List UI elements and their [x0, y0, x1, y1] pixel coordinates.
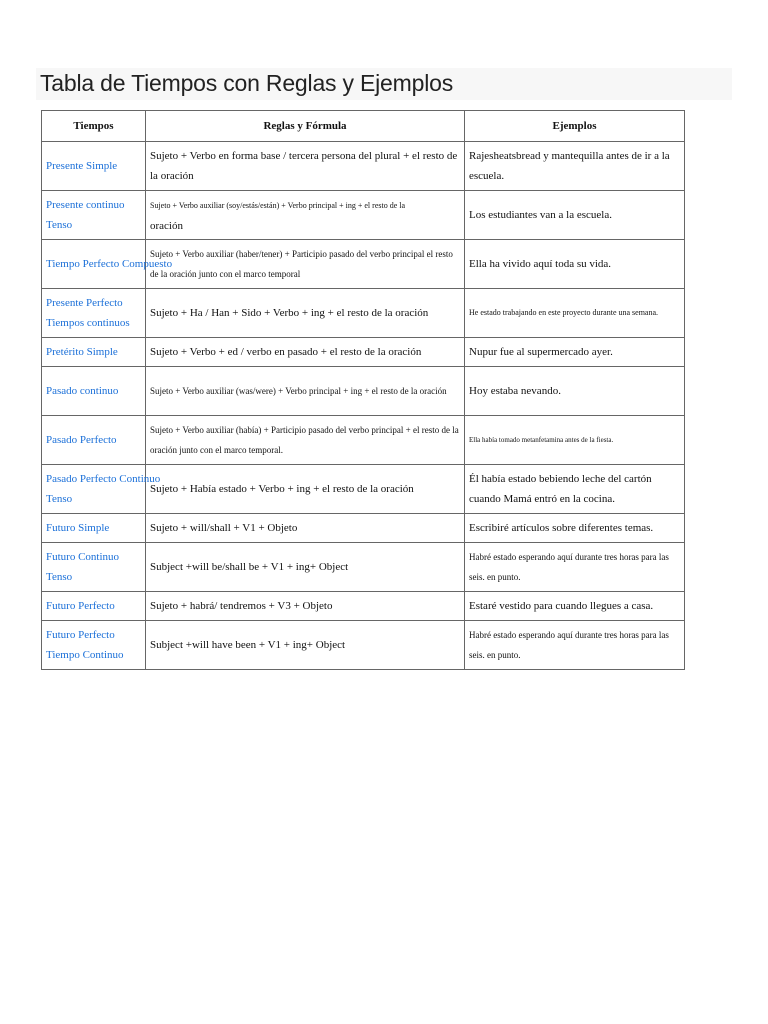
tense-link[interactable] [42, 240, 173, 289]
tense-link[interactable] [42, 289, 146, 338]
tense-link[interactable] [42, 338, 146, 367]
table-row [42, 465, 685, 514]
tense-label[interactable]: Tenso [46, 493, 73, 505]
tense-label[interactable]: Pretérito Simple [46, 346, 118, 358]
table-row [42, 592, 685, 621]
tense-link[interactable] [42, 592, 146, 621]
table-header-row [42, 111, 685, 142]
table-row [42, 543, 685, 592]
tense-label[interactable]: Tiempo Continuo [46, 649, 124, 661]
tense-link[interactable] [42, 191, 146, 240]
rule-cell: Sujeto + Verbo en forma base / tercera persona del plural + el resto de la oración [146, 142, 465, 191]
table-row [42, 191, 685, 240]
rule-cell: Subject +will be/shall be + V1 + ing+ Object [146, 543, 465, 592]
table-row [42, 416, 685, 465]
rule-cell: Sujeto + habrá/ tendremos + V3 + Objeto [146, 592, 465, 621]
rule-cell: Sujeto + Verbo auxiliar (was/were) + Verbo principal + ing + el resto de la oración [146, 367, 465, 416]
tense-label[interactable]: Presente Perfecto [46, 297, 123, 309]
tense-label[interactable]: Pasado Perfecto Continuo [46, 473, 161, 485]
tense-label[interactable]: Pasado continuo [46, 385, 119, 397]
header-tiempos: Tiempos [42, 111, 146, 142]
tense-label[interactable]: Tiempo Perfecto Compuesto [46, 258, 173, 270]
tense-label[interactable]: Futuro Perfecto [46, 629, 115, 641]
tense-label[interactable]: Tiempos continuos [46, 317, 130, 329]
table-row [42, 240, 685, 289]
example-cell: Escribiré artículos sobre diferentes temas. [465, 514, 685, 543]
example-cell: Ella había tomado metanfetamina antes de la fiesta. [465, 416, 685, 465]
rule-cell: Sujeto + Ha / Han + Sido + Verbo + ing + el resto de la oración [146, 289, 465, 338]
rule-cell: Sujeto + Había estado + Verbo + ing + el resto de la oración [146, 465, 465, 514]
tense-label[interactable]: Tenso [46, 219, 73, 231]
tense-link[interactable] [42, 416, 146, 465]
table-row [42, 514, 685, 543]
example-cell: Habré estado esperando aquí durante tres horas para las seis. en punto. [465, 621, 685, 670]
tense-label[interactable]: Futuro Simple [46, 522, 110, 534]
example-cell: Rajesheatsbread y mantequilla antes de ir a la escuela. [465, 142, 685, 191]
example-cell: Habré estado esperando aquí durante tres horas para las seis. en punto. [465, 543, 685, 592]
rule-cell: Sujeto + Verbo + ed / verbo en pasado + el resto de la oración [146, 338, 465, 367]
example-cell: Hoy estaba nevando. [465, 367, 685, 416]
example-cell: Nupur fue al supermercado ayer. [465, 338, 685, 367]
rule-cell: Sujeto + will/shall + V1 + Objeto [146, 514, 465, 543]
table-row [42, 367, 685, 416]
rule-cell [146, 191, 465, 240]
tense-label[interactable]: Futuro Continuo [46, 551, 120, 563]
rule-cell: Sujeto + Verbo auxiliar (haber/tener) + Participio pasado del verbo principal el resto de la oración junto con el marco temporal [146, 240, 465, 289]
tense-link[interactable] [42, 543, 146, 592]
table-row [42, 338, 685, 367]
tense-link[interactable] [42, 142, 146, 191]
example-cell: He estado trabajando en este proyecto durante una semana. [465, 289, 685, 338]
tense-label[interactable]: Presente Simple [46, 160, 118, 172]
example-cell: Ella ha vivido aquí toda su vida. [465, 240, 685, 289]
tenses-table [41, 110, 685, 670]
example-cell: Él había estado bebiendo leche del cartón cuando Mamá entró en la cocina. [465, 465, 685, 514]
tense-label[interactable]: Pasado Perfecto [46, 434, 117, 446]
page-title: Tabla de Tiempos con Reglas y Ejemplos [40, 70, 454, 96]
rule-text: oración [150, 219, 183, 232]
tense-label[interactable]: Presente continuo [46, 199, 125, 211]
example-cell: Estaré vestido para cuando llegues a casa. [465, 592, 685, 621]
table-row [42, 289, 685, 338]
header-reglas: Reglas y Fórmula [146, 111, 465, 142]
rule-cell: Subject +will have been + V1 + ing+ Object [146, 621, 465, 670]
header-ejemplos: Ejemplos [465, 111, 685, 142]
table-row [42, 142, 685, 191]
table-row [42, 621, 685, 670]
rule-text: Sujeto + Verbo auxiliar (soy/estás/están) + Verbo principal + ing + el resto de la [150, 200, 406, 210]
tense-label[interactable]: Tenso [46, 571, 73, 583]
tense-label[interactable]: Futuro Perfecto [46, 600, 115, 612]
tense-link[interactable] [42, 621, 146, 670]
tense-link[interactable] [42, 465, 161, 514]
title-bar [36, 68, 732, 100]
tense-link[interactable] [42, 514, 146, 543]
tense-link[interactable] [42, 367, 146, 416]
example-cell: Los estudiantes van a la escuela. [465, 191, 685, 240]
rule-cell: Sujeto + Verbo auxiliar (había) + Participio pasado del verbo principal + el resto de la oración junto con el marco temporal. [146, 416, 465, 465]
